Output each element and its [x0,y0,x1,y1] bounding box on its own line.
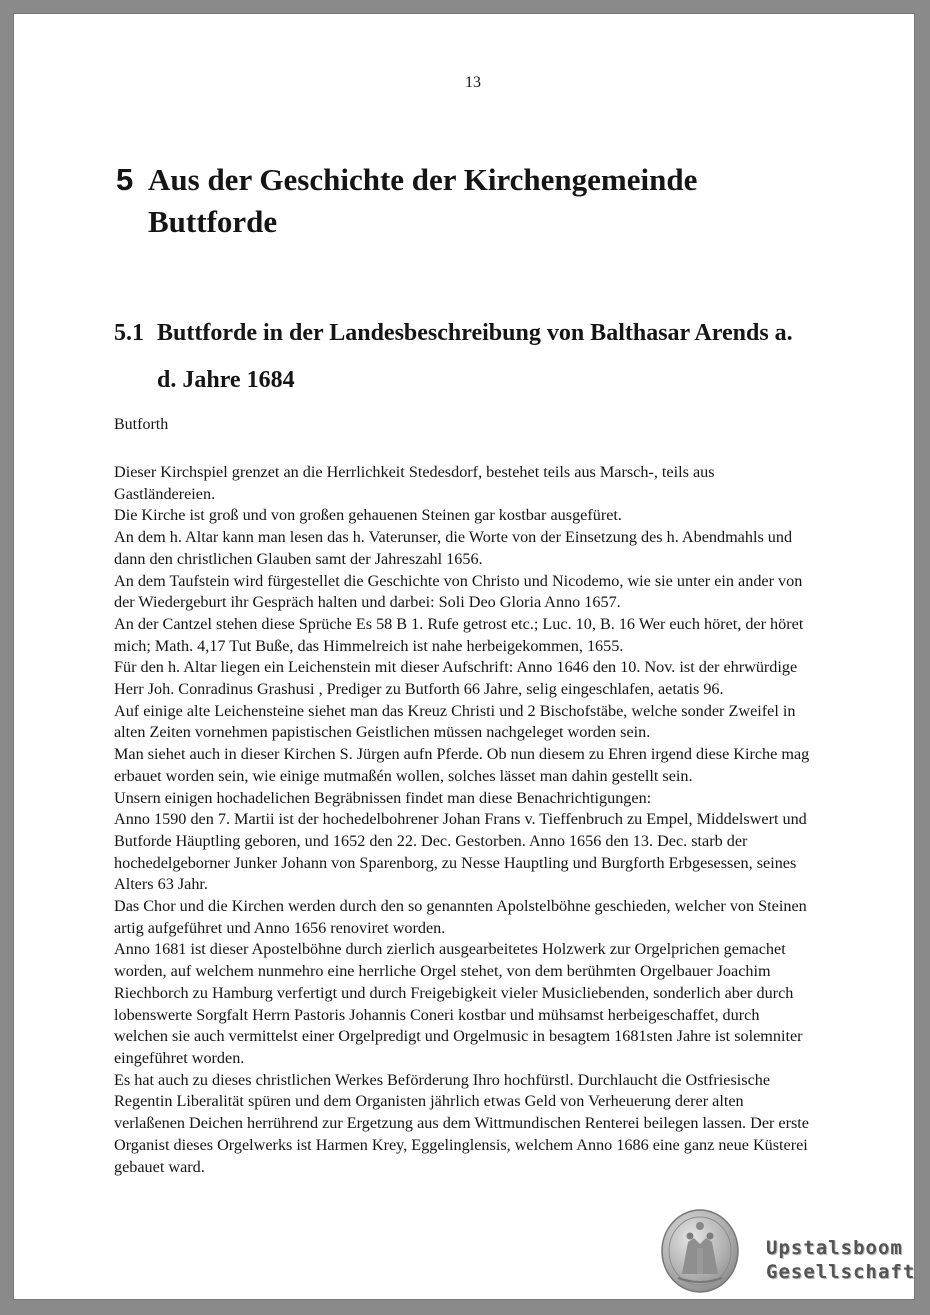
watermark-line2: Gesellschaft [766,1261,916,1283]
chapter-title: Aus der Geschichte der Kirchengemeinde Buttforde [148,162,698,239]
paragraph: Das Chor und die Kirchen werden durch den so genannten Apolstelböhne geschieden, welcher von Steinen artig aufgeführet und Anno 1656 renoviret worden. [114,897,807,937]
paragraph: Anno 1681 ist dieser Apostelböhne durch zierlich ausgearbeitetes Holzwerk zur Orgelprichen gemachet worden, auf welchem nunmehro eine herrliche Orgel stehet, von dem berühmten Orgelbauer Joachim Riechborch zu Hamburg verfertigt und durch Freigebigkeit vieler Musicliebenden, sonderlich aber durch lobenswerte Sorgfalt Herrn Pastoris Johannis Coneri kostbar und mühsamst herbeigeschaffet, durch welchen sie auch vermittelst einer Orgelpredigt und Orgelmusic in besagtem 1681sten Jahre ist solemniter eingeführet worden. [114,940,803,1067]
paragraph: Unsern einigen hochadelichen Begräbnissen findet man diese Benachrichtigungen: [114,788,652,807]
section-title: Buttforde in der Landesbeschreibung von Balthasar Arends a. d. Jahre 1684 [157,320,793,393]
document-page [14,14,914,1299]
paragraph: An dem h. Altar kann man lesen das h. Vaterunser, die Worte von der Einsetzung des h. Abendmahls und dann den christlichen Glauben samt der Jahreszahl 1656. [114,528,793,568]
paragraph: Auf einige alte Leichensteine siehet man das Kreuz Christi und 2 Bischofstäbe, welche sonder Zweifel in alten Zeiten vornehmen papistischen Geistlichen müssen nachgeleget worden sein. [114,701,796,742]
paragraph: An dem Taufstein wird fürgestellet die Geschichte von Christo und Nicodemo, wie sie unter ein ander von der Wiedergeburt ihr Gespräch halten und darbei: Soli Deo Gloria Anno 1657. [114,571,803,612]
section-number: 5.1 [114,320,144,346]
chapter-heading [116,159,788,243]
chapter-number: 5 [116,162,134,197]
paragraph: Dieser Kirchspiel grenzet an die Herrlichkeit Stedesdorf, bestehet teils aus Marsch-, teils aus Gastländereien. [114,463,715,503]
paragraph: Für den h. Altar liegen ein Leichenstein mit dieser Aufschrift: Anno 1646 den 10. Nov. ist der ehrwürdige Herr Joh. Conradinus Grashusi , Prediger zu Butforth 66 Jahre, selig eingeschlafen, aetatis 96. [114,658,798,699]
paragraph: Man siehet auch in dieser Kirchen S. Jürgen aufn Pferde. Ob nun diesem zu Ehren irgend diese Kirche mag erbauet worden sein, wie einige mutmaßén wollen, solches lässet man dahin gestellt sein. [114,745,810,785]
paragraph: An der Cantzel stehen diese Sprüche Es 58 B 1. Rufe getrost etc.; Luc. 10, B. 16 Wer euch höret, der höret mich; Math. 4,17 Tut Buße, das Himmelreich ist nahe herbeigekommen, 1655. [114,614,804,655]
body-text [114,462,814,1178]
watermark-text [766,1236,915,1284]
subheading: Butforth [114,416,169,433]
section-heading [114,310,817,404]
paragraph: Es hat auch zu dieses christlichen Werkes Beförderung Ihro hochfürstl. Durchlaucht die Ostfriesische Regentin Liberalität spüren und dem Organisten jährlich etwas Geld von Verheuerung derer alten verlaßenen Deichen herrührend zur Ergetzung aus dem Wittmundischen Renterei beilegen lassen. Der erste Organist dieses Orgelwerks ist Harmen Krey, Eggelinglensis, welchem Anno 1686 eine ganz neue Küsterei gebauet ward. [114,1070,809,1176]
page-number: 13 [465,74,481,91]
seal-icon [660,1208,740,1294]
watermark-line1: Upstalsboom [766,1237,903,1259]
paragraph: Anno 1590 den 7. Martii ist der hochedelbohrener Johan Frans v. Tieffenbruch zu Empel, Middelswert und Butforde Häuptling geboren, und 1652 den 22. Dec. Gestorben. Anno 1656 den 13. Dec. starb der hochedelgeborner Junker Johann von Sparenborg, zu Nesse Hauptling und Burgforth Erbgesessen, seines Alters 63 Jahr. [114,810,807,894]
watermark-logo [660,1208,930,1298]
paragraph: Die Kirche ist groß und von großen gehauenen Steinen gar kostbar ausgefüret. [114,506,622,525]
